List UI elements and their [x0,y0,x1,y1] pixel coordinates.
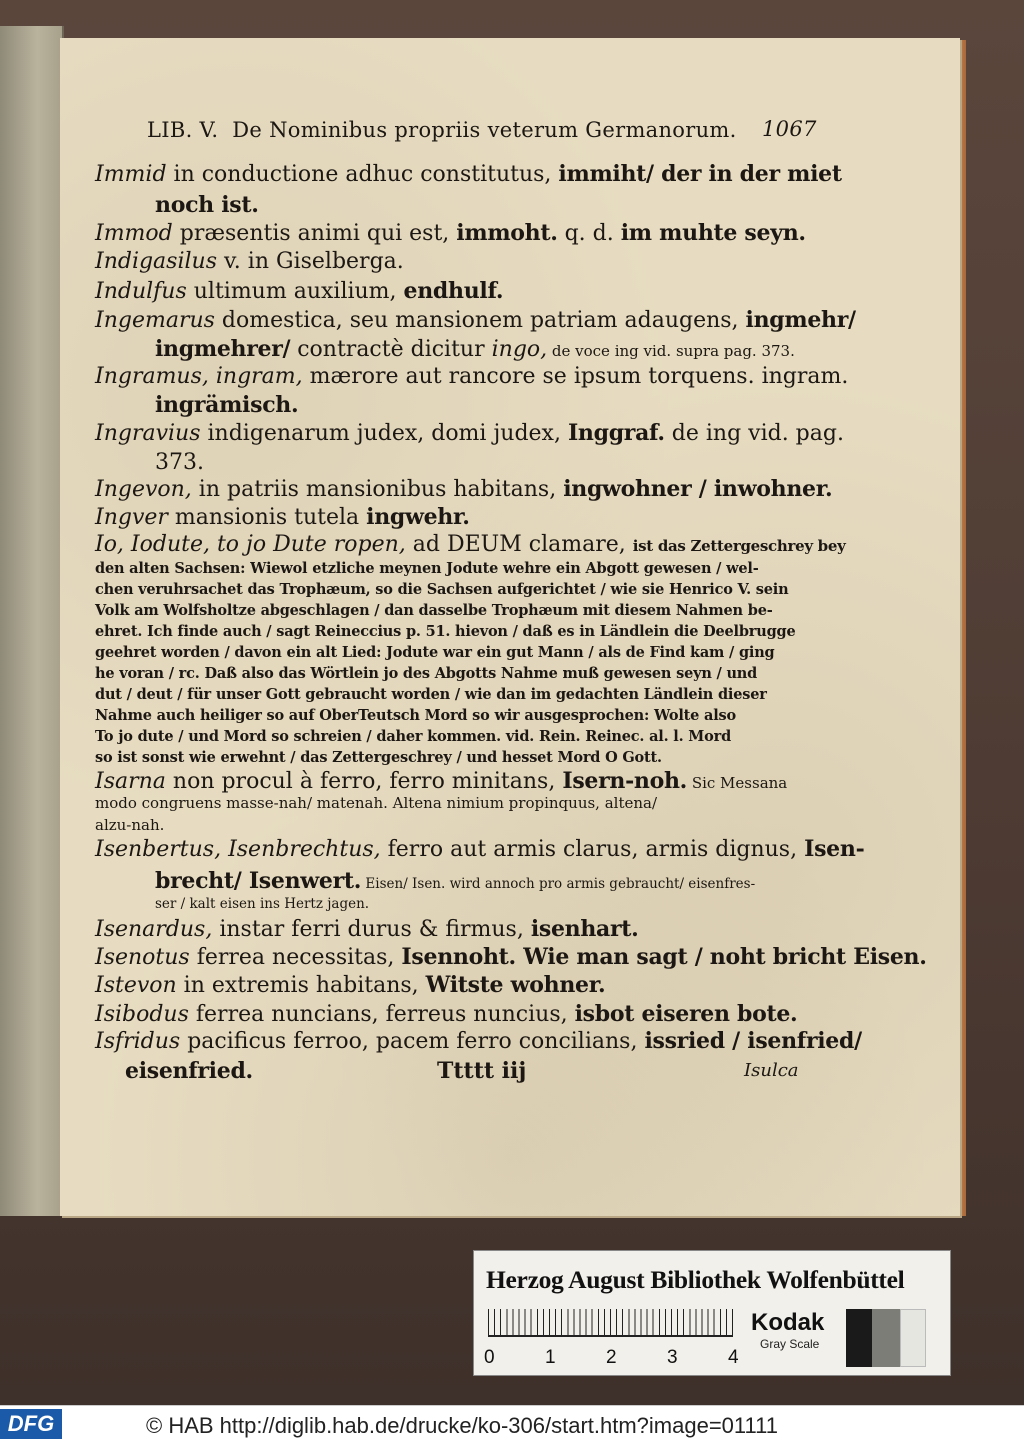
entry-line [95,1030,862,1053]
entry-line: ehret. Ich finde auch / sagt Reineccius p. 51. hievon / daß es in Ländlein die Deelbrugge [95,623,796,640]
entry-line [95,478,832,501]
ruler-number: 4 [728,1347,739,1368]
german-gloss: ingwohner / inwohner. [563,476,833,502]
german-gloss: immoht. [456,220,558,246]
latin-gloss: pacificus ferroo, pacem ferro concilians, [180,1029,645,1054]
entry-line [125,1060,253,1083]
german-gloss: eisenfried. [125,1058,253,1084]
lemma: Ingver [95,505,168,530]
entry-line: modo congruens masse-nah/ matenah. Altena nimium propinquus, altena/ [95,794,658,812]
latin-gloss: domestica, seu mansionem patriam adaugens, [214,308,746,333]
latin-gloss: q. d. [557,221,621,246]
entry-line [155,394,298,417]
entry-line [95,946,927,969]
lemma: Isfridus [95,1029,181,1054]
running-head [147,120,737,141]
german-gloss: brecht/ Isenwert. [155,868,362,894]
latin-gloss: præsentis animi qui est, [172,221,457,246]
lemma: Indulfus [95,279,187,304]
latin-gloss: mansionis tutela [167,505,367,530]
latin-gloss: indigenarum judex, domi judex, [200,421,568,446]
lemma: Isibodus [95,1002,189,1027]
entry-line [155,194,259,217]
lemma: Ingemarus [95,308,215,333]
ruler-number: 1 [545,1347,556,1368]
german-gloss: Witste wohner. [425,972,606,998]
latin-gloss: ultimum auxilium, [186,279,404,304]
entry-line [95,770,787,793]
german-gloss: ingrämisch. [155,392,299,418]
entry-line [155,452,204,474]
german-gloss: noch ist. [155,192,259,218]
entry-line [95,506,470,529]
german-gloss: isbot eiseren bote. [574,1001,798,1027]
german-gloss: ist das Zettergeschrey bey [632,537,846,555]
german-gloss: endhulf. [403,278,504,304]
german-gloss: Isennoht. Wie man sagt / noht bricht Eisen. [401,944,927,970]
gray-swatch-black [846,1309,872,1367]
entry-line: geehret worden / davon ein alt Lied: Jodute war ein gut Mann / als de Find kam / ging [95,644,775,661]
german-gloss: ingmehr/ [745,307,856,333]
library-name: Herzog August Bibliothek Wolfenbüttel [486,1265,905,1294]
entry-line [95,163,842,186]
entry-line [95,918,639,941]
german-gloss: immiht/ der in der miet [558,161,842,187]
german-gloss: Isern-noh. [562,768,688,794]
entry-line: dut / deut / für unser Gott gebraucht worden / wie dan im gedachten Ländlein dieser [95,686,767,703]
german-gloss: ingmehrer/ [155,336,291,362]
latin-gloss: in conductione adhuc constitutus, [166,162,559,187]
entry-line: Nahme auch heiliger so auf OberTeutsch Mord so wir ausgesprochen: Wolte also [95,707,736,724]
lemma: Isenbertus, Isenbrechtus, [95,837,381,862]
gray-scale-label: Gray Scale [760,1337,820,1351]
entry-line: ser / kalt eisen ins Hertz jagen. [155,896,370,912]
lemma: Immod [95,221,173,246]
latin-gloss: in patriis mansionibus habitans, [191,477,564,502]
entry-line: so ist sonst wie erwehnt / das Zettergeschrey / und hesset Mord O Gott. [95,749,662,766]
catchword: Isulca [744,1060,799,1081]
lemma: Ingevon, [95,477,192,502]
kodak-logo: Kodak [751,1309,825,1336]
entry-line: chen veruhrsachet das Trophæum, so die Sachsen aufgerichtet / wie sie Henrico V. sein [95,581,789,598]
entry-line [95,838,864,861]
german-gloss: Inggraf. [567,420,665,446]
ruler-number: 3 [667,1347,678,1368]
german-gloss: ingwehr. [366,504,470,530]
page-title: De Nominibus propriis veterum Germanorum. [232,118,737,142]
entry-line: Volk am Wolfsholtze abgeschlagen / dan dasselbe Trophæum mit diesem Nahmen be- [95,602,773,619]
latin-gloss: instar ferri durus & firmus, [212,917,531,942]
entry-line: he voran / rc. Daß also das Wörtlein jo des Abgotts Nahme muß gewesen seyn / und [95,665,758,682]
lemma: Immid [95,162,167,187]
lemma: Indigasilus [95,249,217,274]
book-number: LIB. V. [147,118,219,142]
entry-line [95,280,503,303]
gray-swatch-light [900,1309,926,1367]
lemma: Ingramus, ingram, [95,364,303,389]
entry-line [95,222,806,245]
entry-line [95,974,605,997]
latin-gloss: contractè dicitur [290,337,492,362]
scale-ruler [488,1309,733,1337]
latin-gloss: ferrea necessitas, [189,945,402,970]
entry-line: alzu-nah. [95,816,165,834]
entry-line [155,338,795,361]
entry-line [95,309,856,332]
latin-gloss: ad DEUM clamare, [405,532,633,557]
latin-gloss: ferro aut armis clarus, armis dignus, [380,837,805,862]
latin-gloss: 373. [155,450,204,475]
entry-line [95,422,844,445]
latin-gloss: v. in Giselberga. [217,249,404,274]
latin-gloss: Sic Messana [687,774,788,792]
ruler-number: 2 [606,1347,617,1368]
entry-line [95,366,848,388]
footer-bar [0,1405,1024,1441]
lemma: Isarna [95,769,166,794]
entry-line [95,534,846,556]
latin-gloss: in extremis habitans, [176,973,426,998]
entry-line [155,870,755,893]
entry-line [95,251,404,273]
german-gloss: Isen- [804,836,865,862]
latin-gloss: mærore aut rancore se ipsum torquens. ingram. [302,364,849,389]
lemma: Isenardus, [95,917,213,942]
entry-line: den alten Sachsen: Wiewol etzliche meynen Jodute wehre ein Abgott gewesen / wel- [95,560,759,577]
lemma: Ingravius [95,421,201,446]
german-gloss: issried / isenfried/ [644,1028,862,1054]
lemma: ingo, [491,337,548,362]
dfg-logo[interactable]: DFG [0,1409,62,1439]
latin-gloss: non procul à ferro, ferro minitans, [165,769,563,794]
lemma: Isenotus [95,945,190,970]
copyright-link[interactable]: © HAB http://diglib.hab.de/drucke/ko-306/start.htm?image=01111 [146,1413,778,1438]
latin-gloss: de voce ing vid. supra pag. 373. [547,342,795,360]
entry-line: To jo dute / und Mord so schreien / daher kommen. vid. Rein. Reinec. al. l. Mord [95,728,732,745]
page-number: 1067 [762,117,817,141]
lemma: Istevon [95,973,177,998]
latin-gloss: de ing vid. pag. [664,421,844,446]
german-gloss: isenhart. [530,916,639,942]
signature-mark: Ttttt iij [437,1058,527,1084]
ruler-number: 0 [484,1347,495,1368]
gray-swatch-mid [872,1309,900,1367]
lemma: Io, Iodute, to jo Dute ropen, [95,532,406,557]
previous-page-edge [0,26,64,1216]
german-gloss: im muhte seyn. [620,220,806,246]
entry-line [95,1003,797,1026]
library-color-card [473,1250,951,1376]
latin-gloss: ferrea nuncians, ferreus nuncius, [188,1002,575,1027]
latin-gloss: Eisen/ Isen. wird annoch pro armis gebraucht/ eisenfres- [361,876,756,892]
